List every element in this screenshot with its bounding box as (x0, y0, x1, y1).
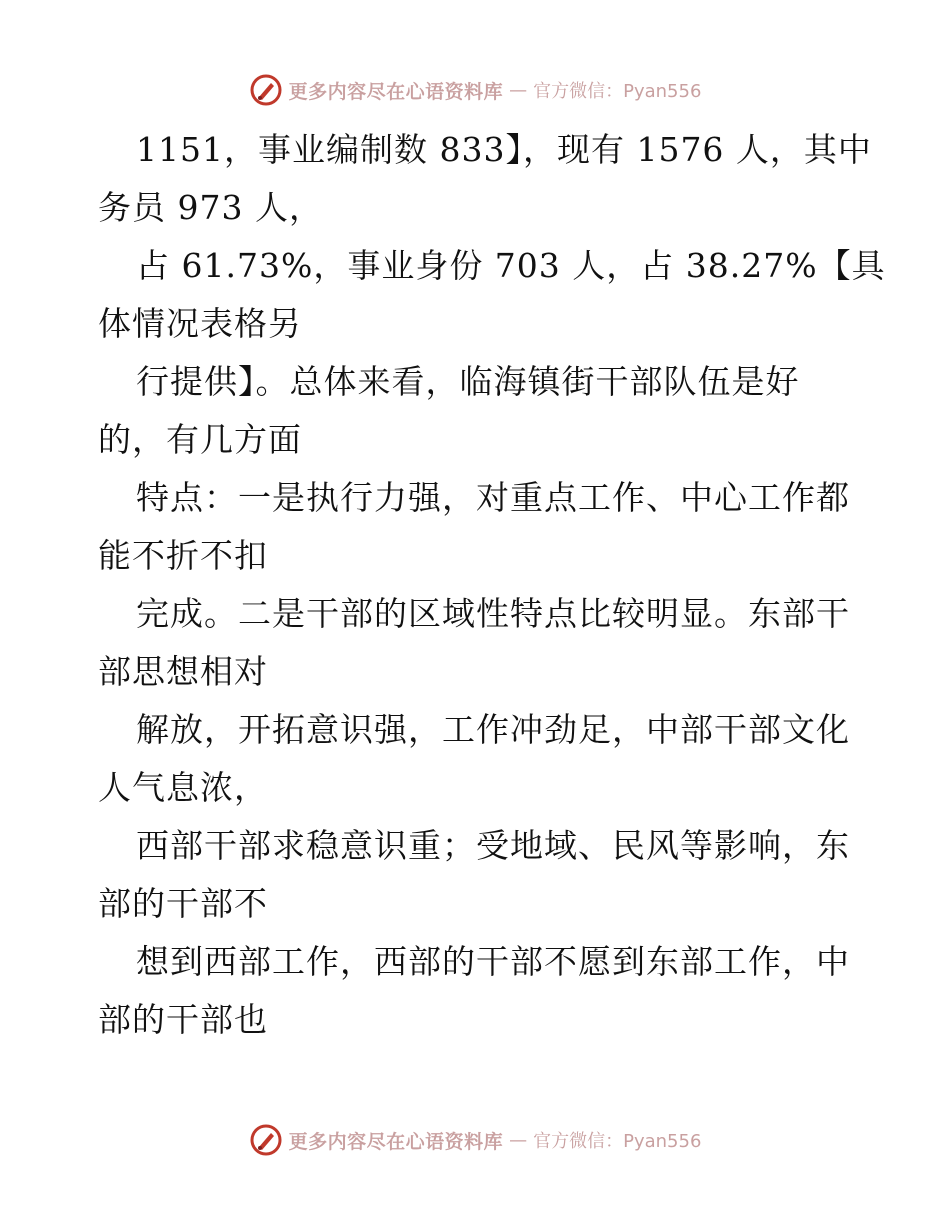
body-line: 完成。二是干部的区域性特点比较明显。东部干 (136, 594, 850, 633)
header-banner-contact: 官方微信：Pyan556 (533, 81, 702, 102)
body-line: 行提供】。总体来看，临海镇街干部队伍是好 (136, 362, 800, 401)
body-line: 特点：一是执行力强，对重点工作、中心工作都 (136, 478, 850, 517)
body-line: 务员 973 人， (98, 188, 323, 227)
footer-banner-contact: 官方微信：Pyan556 (533, 1131, 702, 1152)
body-line: 1151，事业编制数 833】，现有 1576 人，其中 (136, 130, 872, 169)
document-body (98, 121, 886, 1049)
body-line: 部思想相对 (98, 652, 268, 691)
header-banner-text: 更多内容尽在心语资料库 (288, 80, 504, 103)
logo-icon (249, 1123, 283, 1157)
body-line: 人气息浓， (98, 768, 268, 807)
footer-banner-text: 更多内容尽在心语资料库 (288, 1130, 504, 1153)
body-line: 部的干部不 (98, 884, 268, 923)
body-line: 西部干部求稳意识重；受地域、民风等影响，东 (136, 826, 850, 865)
logo-icon (249, 73, 283, 107)
footer-banner (0, 1120, 950, 1160)
body-line: 想到西部工作，西部的干部不愿到东部工作，中 (136, 942, 850, 981)
body-line: 占 61.73%，事业身份 703 人，占 38.27%【具 (136, 246, 886, 285)
footer-banner-separator: — (509, 1129, 528, 1151)
body-line: 的，有几方面 (98, 420, 302, 459)
header-banner-separator: — (509, 79, 528, 101)
header-banner (0, 70, 950, 110)
body-line: 解放，开拓意识强，工作冲劲足，中部干部文化 (136, 710, 850, 749)
body-line: 能不折不扣 (98, 536, 268, 575)
body-line: 部的干部也 (98, 1000, 268, 1039)
body-line: 体情况表格另 (98, 304, 302, 343)
